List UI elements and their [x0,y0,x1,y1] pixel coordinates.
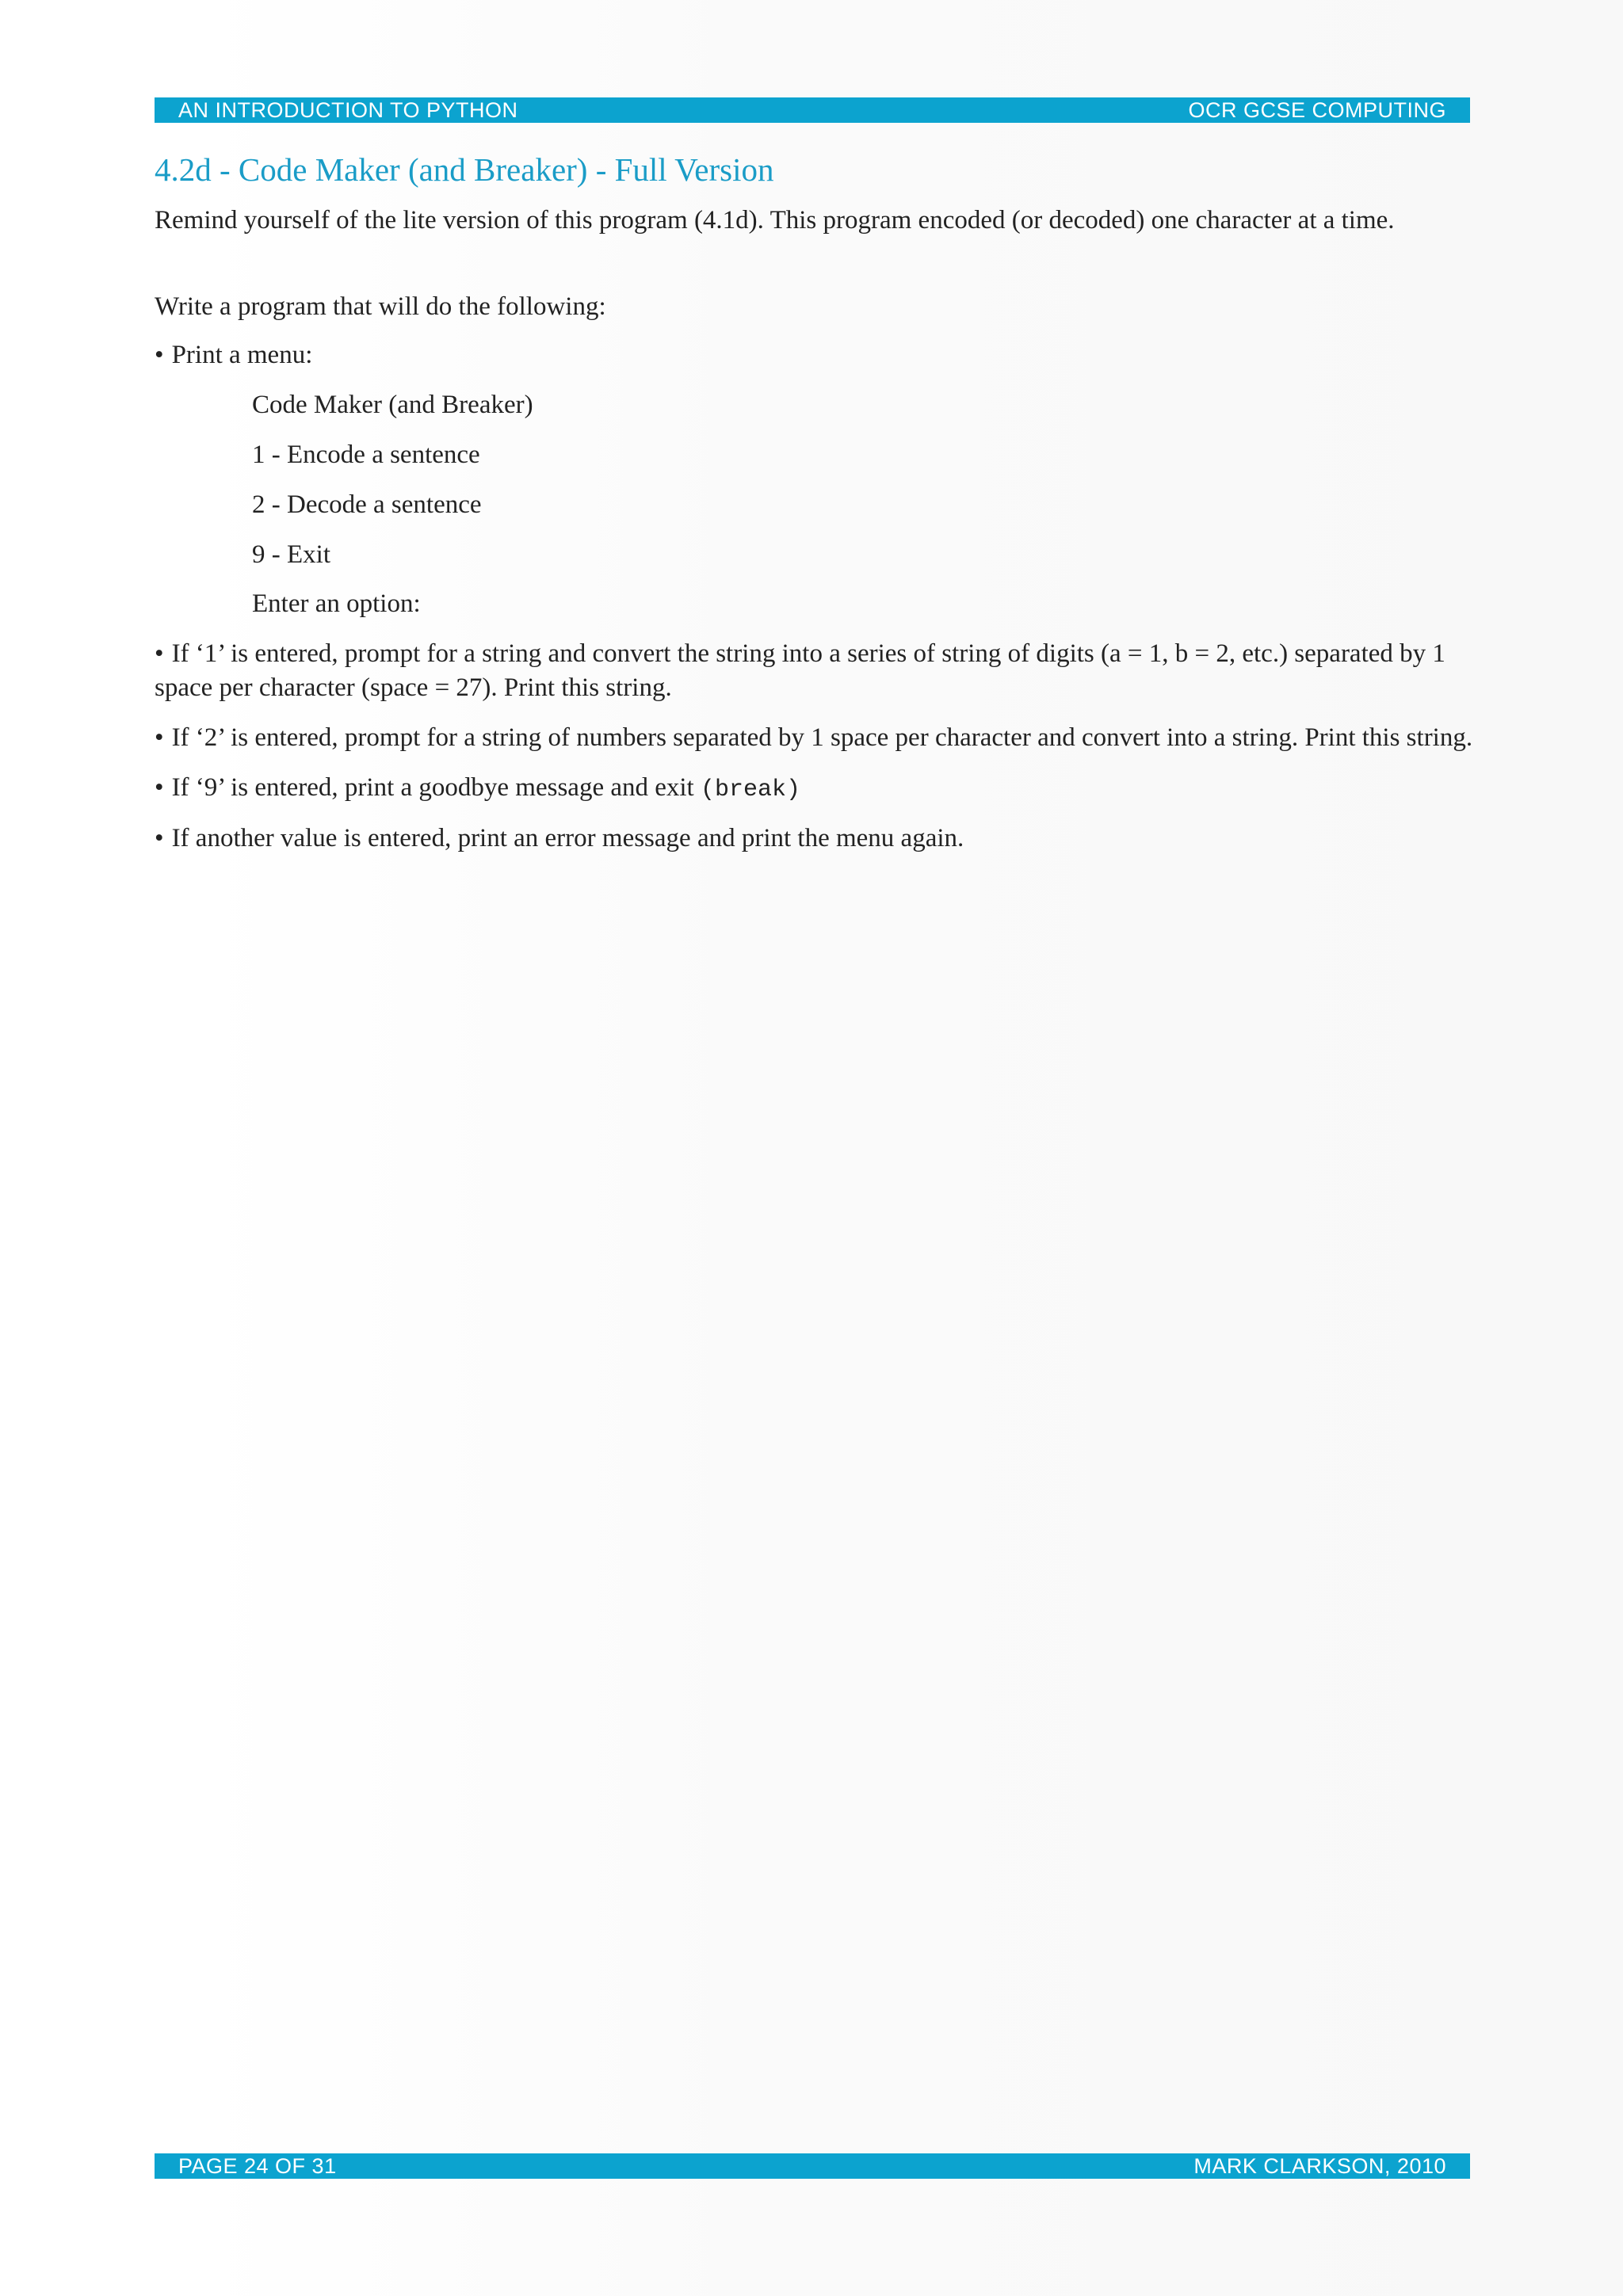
bullet-option-2-text: If ‘2’ is entered, prompt for a string of numbers separated by 1 space per character and convert into a string. Print this string. [171,723,1473,753]
menu-line-encode: 1 - Encode a sentence [252,440,480,469]
bullet-symbol: • [155,823,164,852]
menu-line-decode: 2 - Decode a sentence [252,490,482,519]
bullet-option-1-text: If ‘1’ is entered, prompt for a string and convert the string into a series of string of digits (a = 1, b = 2, etc.) separated by 1 space per character (space = 27). Print this string. [155,639,1445,703]
bullet-other-value [155,822,1474,856]
bullet-option-1 [155,637,1474,705]
bullet-symbol: • [155,772,164,802]
bullet-print-menu-text: Print a menu: [171,340,313,369]
break-code: (break) [700,776,801,803]
menu-line-exit: 9 - Exit [252,540,330,569]
bullet-symbol: • [155,723,164,753]
bullet-print-menu [155,338,1474,372]
footer-bar [155,2153,1470,2179]
menu-block [252,388,1474,621]
menu-line-title: Code Maker (and Breaker) [252,390,533,419]
intro-paragraph: Remind yourself of the lite version of this program (4.1d). This program encoded (or decoded) one character at a time. [155,206,1395,235]
bullet-option-2 [155,721,1474,755]
bullet-option-9-text: If ‘9’ is entered, print a goodbye message and exit [171,772,701,802]
page-title: 4.2d - Code Maker (and Breaker) - Full Version [155,151,774,188]
header-bar [155,97,1470,123]
footer-left: PAGE 24 OF 31 [178,2154,337,2178]
bullet-symbol: • [155,639,164,669]
header-left: AN INTRODUCTION TO PYTHON [178,98,518,122]
bullet-other-value-text: If another value is entered, print an error message and print the menu again. [171,823,964,852]
menu-line-prompt: Enter an option: [252,589,421,619]
header-right: OCR GCSE COMPUTING [1188,98,1446,122]
main-content [155,151,1474,871]
bullet-option-9 [155,771,1474,806]
footer-right: MARK CLARKSON, 2010 [1193,2154,1446,2178]
write-prompt: Write a program that will do the following: [155,292,606,322]
bullet-symbol: • [155,340,164,369]
